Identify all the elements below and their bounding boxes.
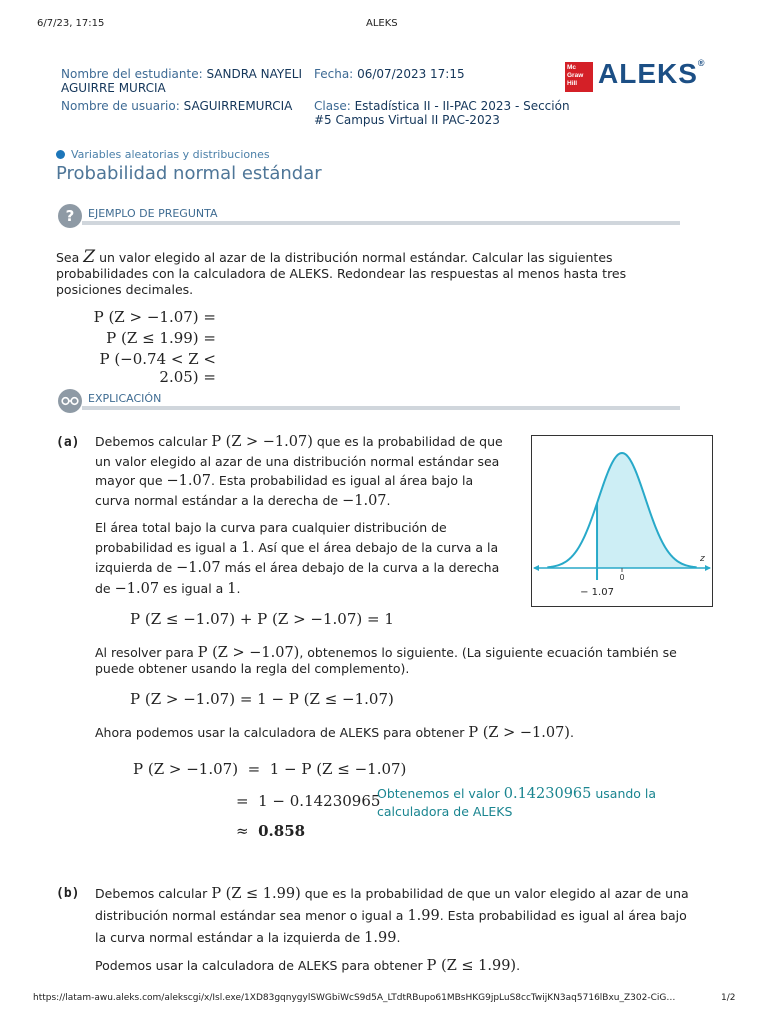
eq-complement: P (Z > −1.07) = 1 − P (Z ≤ −1.07) (130, 690, 394, 708)
example-text-1: Sea (56, 250, 80, 265)
a-p3-text: puede obtener usando la regla del complemento). (95, 661, 410, 676)
a-p1-text: . Esta probabilidad es igual al área bajo la (210, 473, 474, 488)
a-p2-math: 1 (241, 539, 251, 556)
part-b-paragraph-2 (95, 958, 725, 974)
a-p3-math: P (Z > −1.07) (197, 645, 300, 661)
logo-line-1: Mc (567, 64, 577, 71)
student-username (61, 99, 292, 113)
part-b-paragraph-1 (95, 883, 725, 949)
b-math: 1.99 (364, 930, 397, 946)
a-p2-text: . Así que el área debajo de la curva a la (250, 539, 499, 555)
eq-sum: P (Z ≤ −1.07) + P (Z > −1.07) = 1 (130, 610, 394, 628)
mcgraw-hill-logo (565, 62, 593, 92)
question-icon: ? (58, 204, 82, 228)
logo-line-3: Hill (567, 80, 578, 87)
a-p1-text: un valor elegido al azar de una distribución normal estándar sea (95, 454, 500, 469)
print-page: 1/2 (721, 993, 736, 1003)
a-p2-math: −1.07 (176, 560, 221, 576)
logo-line-2: Graw (567, 72, 584, 79)
class-value: Estadística II - II-PAC 2023 - Sección (354, 99, 570, 113)
a-p2-text: . (236, 580, 241, 596)
a-p2-text: probabilidad es igual a (95, 539, 238, 555)
part-a-paragraph-4 (95, 725, 715, 741)
answer-a: 0.858 (258, 822, 306, 840)
student-name-value: SANDRA NAYELI (206, 67, 302, 81)
b-text: Debemos calcular (95, 886, 208, 901)
example-section-divider (82, 221, 680, 225)
b-text: . (396, 930, 401, 945)
calc-line-1: P (Z > −1.07) = 1 − P (Z ≤ −1.07) (133, 760, 407, 778)
a-p2-text: más el área debajo de la curva a la derecha (224, 560, 500, 575)
b-text: la curva normal estándar a la izquierda de (95, 930, 361, 945)
student-name-value-2: AGUIRRE MURCIA (61, 81, 166, 95)
calc-line-2: = 1 − 0.14230965 (236, 792, 381, 810)
a-p2-math: −1.07 (114, 580, 160, 597)
normal-curve-figure (531, 435, 713, 607)
class-label: Clase: (314, 99, 351, 113)
glasses-icon (58, 389, 82, 413)
note-text: usando la (595, 786, 657, 801)
zero-label: 0 (619, 573, 625, 582)
a-p2-math: 1 (227, 580, 237, 597)
b-math: P (Z ≤ 1.99) (211, 886, 301, 902)
explanation-section-label: EXPLICACIÓN (88, 392, 162, 405)
a-p2-text: El área total bajo la curva para cualquier distribución de (95, 520, 447, 535)
b-text: Podemos usar la calculadora de ALEKS para obtener (95, 958, 423, 973)
username-label: Nombre de usuario: (61, 99, 180, 113)
student-name (61, 67, 302, 95)
aleks-logo-text: ALEKS (598, 58, 698, 89)
calc-line-3 (236, 822, 305, 840)
example-eq-2: P (Z ≤ 1.99) = (106, 329, 216, 347)
breadcrumb-label: Variables aleatorias y distribuciones (71, 148, 270, 161)
axis-label: z (700, 554, 705, 564)
a-p3-text: , obtenemos lo siguiente. (La siguiente ecuación también se (299, 645, 677, 660)
b-math: 1.99 (407, 908, 440, 924)
explanation-section-divider (82, 406, 680, 410)
part-a-paragraph-1 (95, 432, 520, 511)
a-p1-math: −1.07 (166, 473, 211, 489)
a-p1-text: Debemos calcular (95, 434, 208, 449)
b-text: distribución normal estándar sea menor o igual a (95, 908, 404, 923)
example-eq-1: P (Z > −1.07) = (93, 308, 216, 326)
a-p4-math: P (Z > −1.07) (468, 725, 570, 741)
date-info (314, 67, 465, 81)
a-p1-math: P (Z > −1.07) (211, 434, 313, 450)
example-eq-3: P (−0.74 < Z < 2.05) = (99, 350, 216, 386)
axis-arrow-right (705, 565, 711, 571)
example-section-label: EJEMPLO DE PREGUNTA (88, 207, 218, 220)
b-text: . Esta probabilidad es igual al área bajo (439, 908, 687, 923)
part-b-label: (b) (56, 886, 80, 901)
a-p1-text: . (386, 493, 391, 508)
part-a-paragraph-2 (95, 518, 520, 599)
example-text-3: probabilidades con la calculadora de ALEKS. Redondear las respuestas al menos hasta tres (56, 266, 627, 281)
b-math: P (Z ≤ 1.99) (426, 958, 517, 974)
b-text: que es la probabilidad de que un valor elegido al azar de una (304, 886, 689, 901)
approx-sign: ≈ (236, 822, 249, 840)
a-p4-text: Ahora podemos usar la calculadora de ALEKS para obtener (95, 725, 465, 740)
page-title: Probabilidad normal estándar (56, 163, 322, 184)
a-p1-math: −1.07 (342, 493, 387, 509)
print-url: https://latam-awu.aleks.com/alekscgi/x/Isl.exe/1XD83gqnygylSWGbiWcS9d5A_LTdtRBupo61MBsHKG9jpLuS8ccTwijKN3aq5716lBxu_Z302-CiG… (33, 993, 676, 1003)
print-site: ALEKS (366, 18, 398, 29)
example-var: Z (83, 247, 96, 267)
example-text-2: un valor elegido al azar de la distribución normal estándar. Calcular las siguientes (99, 250, 613, 265)
a-p2-text: izquierda de (95, 560, 173, 575)
a-p3-text: Al resolver para (95, 645, 194, 660)
date-label: Fecha: (314, 67, 354, 81)
topic-dot-icon (56, 150, 65, 159)
note-math: 0.14230965 (503, 786, 592, 802)
aleks-logo (598, 58, 706, 90)
part-a-label: (a) (56, 435, 80, 450)
example-question-text (56, 249, 696, 298)
breadcrumb[interactable] (56, 148, 270, 161)
part-a-paragraph-3 (95, 645, 715, 677)
a-p2-text: de (95, 580, 111, 596)
cut-label: − 1.07 (580, 587, 614, 598)
note-text: Obtenemos el valor (377, 786, 500, 801)
print-datetime: 6/7/23, 17:15 (37, 18, 105, 29)
class-value-2: #5 Campus Virtual II PAC-2023 (314, 113, 500, 127)
date-value: 06/07/2023 17:15 (357, 67, 465, 81)
axis-arrow-left (533, 565, 539, 571)
note-text: calculadora de ALEKS (377, 804, 513, 819)
calc-note (377, 785, 677, 820)
b-text: . (516, 958, 521, 973)
a-p1-text: que es la probabilidad de que (316, 434, 503, 449)
a-p2-text: es igual a (163, 580, 224, 596)
a-p1-text: mayor que (95, 473, 163, 488)
student-name-label: Nombre del estudiante: (61, 67, 203, 81)
example-text-4: posiciones decimales. (56, 282, 194, 297)
shaded-area (597, 453, 697, 568)
class-info (314, 99, 570, 127)
normal-curve-svg (532, 436, 712, 606)
username-value: SAGUIRREMURCIA (183, 99, 293, 113)
a-p4-text: . (569, 725, 574, 740)
a-p1-text: curva normal estándar a la derecha de (95, 493, 339, 508)
aleks-logo-mark: ® (697, 58, 706, 68)
